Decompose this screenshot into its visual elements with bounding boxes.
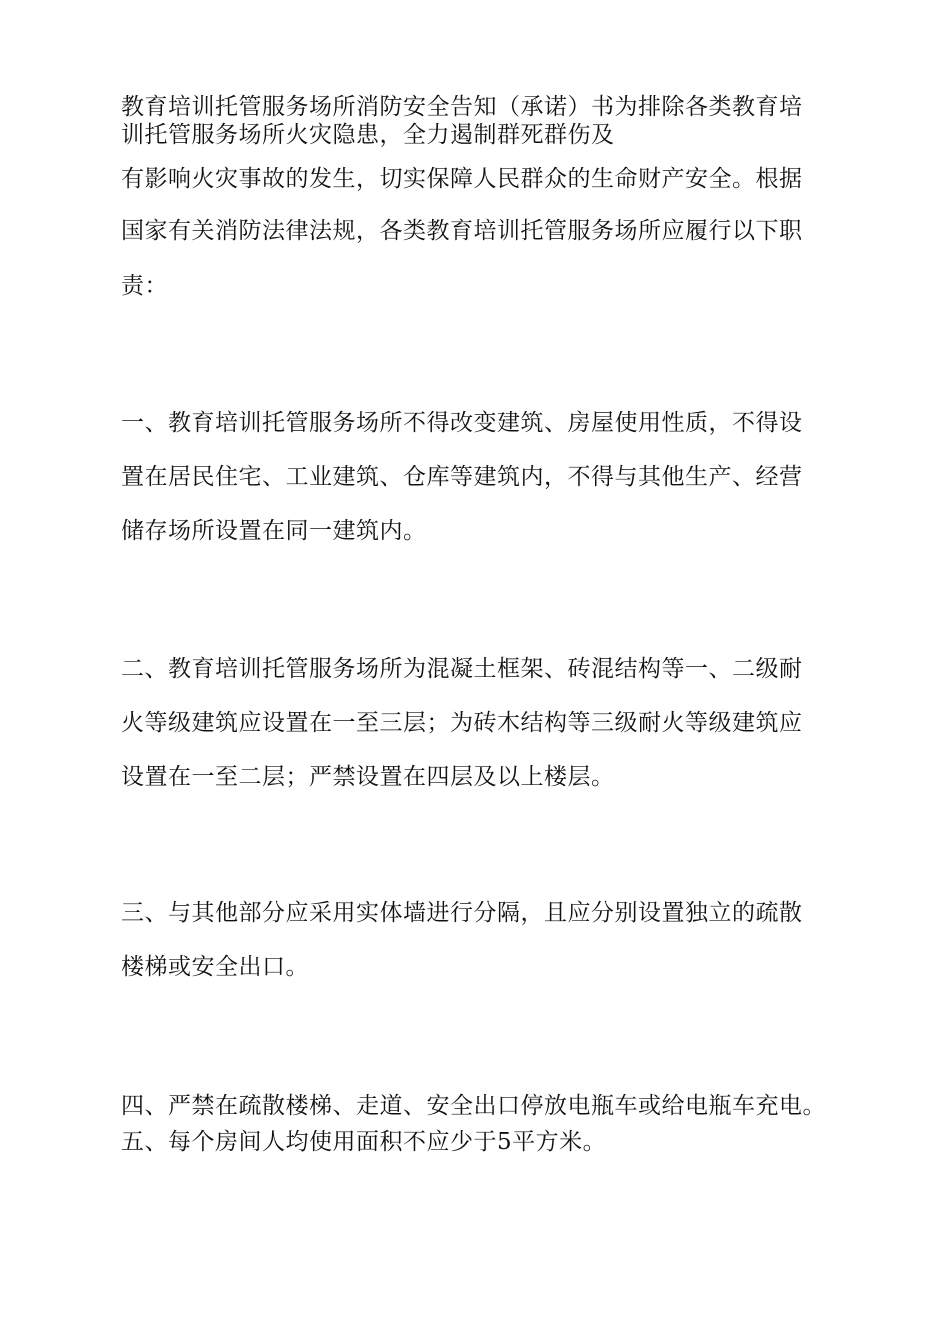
intro-line-3: 有影响火灾事故的发生，切实保障人民群众的生命财产安全。根据 <box>121 166 803 192</box>
item-1-line-2: 置在居民住宅、工业建筑、仓库等建筑内，不得与其他生产、经营 <box>121 464 803 490</box>
intro-line-4: 国家有关消防法律法规，各类教育培训托管服务场所应履行以下职 <box>121 218 803 244</box>
item-5-line-1: 五、每个房间人均使用面积不应少于5平方米。 <box>121 1129 607 1155</box>
intro-line-5: 责： <box>121 273 168 299</box>
item-1-line-3: 储存场所设置在同一建筑内。 <box>121 518 427 544</box>
item-4-line-1: 四、严禁在疏散楼梯、走道、安全出口停放电瓶车或给电瓶车充电。 <box>121 1093 826 1119</box>
item-2-line-3: 设置在一至二层；严禁设置在四层及以上楼层。 <box>121 764 615 790</box>
item-3-line-2: 楼梯或安全出口。 <box>121 954 309 980</box>
item-3-line-1: 三、与其他部分应采用实体墙进行分隔，且应分别设置独立的疏散 <box>121 900 803 926</box>
intro-line-1: 教育培训托管服务场所消防安全告知（承诺）书为排除各类教育培 <box>121 94 803 120</box>
item-2-line-1: 二、教育培训托管服务场所为混凝土框架、砖混结构等一、二级耐 <box>121 656 803 682</box>
item-2-line-2: 火等级建筑应设置在一至三层；为砖木结构等三级耐火等级建筑应 <box>121 710 803 736</box>
intro-line-2: 训托管服务场所火灾隐患，全力遏制群死群伤及 <box>121 122 615 148</box>
item-1-line-1: 一、教育培训托管服务场所不得改变建筑、房屋使用性质，不得设 <box>121 410 803 436</box>
